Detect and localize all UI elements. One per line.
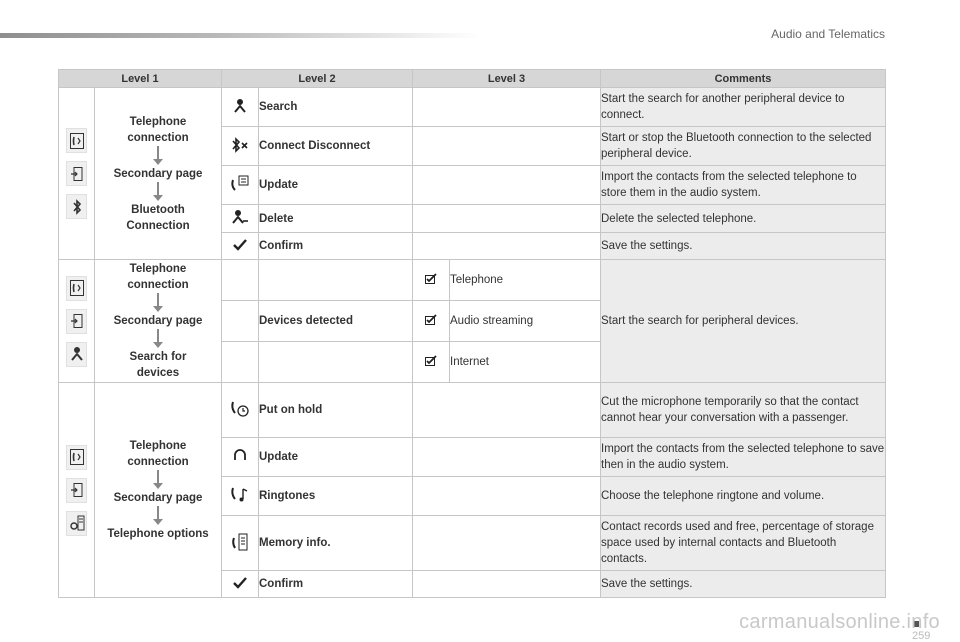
menu-table [58,69,886,598]
table-header-row [59,70,886,88]
level2-update[interactable]: Update [259,438,413,477]
level3-telephone[interactable]: Telephone [450,260,601,301]
level1-telephone-connection: Telephone connection [127,263,189,291]
flow-arrow [153,329,163,349]
comment: Cut the microphone temporarily so that the contact cannot hear your conversation with a passenger. [601,383,886,438]
refresh-icon [233,454,247,466]
comment: Start the search for another peripheral device to connect. [601,88,886,127]
level1-search-for-devices: Search for devices [129,351,187,379]
level1-bluetooth-connection: Bluetooth Connection [126,203,190,232]
flow-arrow [153,182,163,202]
comment: Choose the telephone ringtone and volume. [601,477,886,516]
comment: Delete the selected telephone. [601,205,886,233]
page-number: 259 [912,630,931,642]
checkbox-icon[interactable] [425,357,437,369]
table-row [59,88,886,127]
checkbox-icon[interactable] [425,316,437,328]
level3-audio-streaming[interactable]: Audio streaming [450,301,601,342]
level3-internet[interactable]: Internet [450,342,601,383]
memory-info-icon [231,542,249,554]
ringtone-icon [230,495,250,507]
level1-telephone-connection: Telephone connection [127,440,189,468]
level1-telephone-connection: Telephone connection [127,115,189,144]
secondary-page-icon [66,161,87,186]
level1-secondary-page: Secondary page [113,315,203,327]
level2-update[interactable]: Update [259,166,413,205]
flow-arrow [153,470,163,490]
table-row [59,260,886,301]
checkmark-icon [233,580,247,592]
comment: Save the settings. [601,233,886,260]
level2-devices-detected[interactable]: Devices detected [259,301,413,342]
checkbox-icon[interactable] [425,275,437,287]
comment: Contact records used and free, percentage of storage space used by internal contacts and Bluetooth contacts. [601,516,886,571]
bluetooth-connect-icon [231,144,249,156]
put-on-hold-icon [230,409,250,421]
level2-delete[interactable]: Delete [259,205,413,233]
header-gradient-bar [0,33,480,38]
checkmark-icon [233,242,247,254]
flow-arrow [153,293,163,313]
secondary-page-icon [66,478,87,503]
flow-arrow [153,146,163,166]
comment: Save the settings. [601,571,886,598]
col-header-comments: Comments [601,70,886,88]
comment: Start or stop the Bluetooth connection to the selected peripheral device. [601,127,886,166]
level2-search[interactable]: Search [259,88,413,127]
search-devices-icon [66,342,87,367]
flow-arrow [153,506,163,526]
level2-confirm[interactable]: Confirm [259,233,413,260]
delete-icon [231,216,249,228]
phone-menu-icon [66,276,87,301]
level1-secondary-page: Secondary page [113,167,203,180]
level2-ringtones[interactable]: Ringtones [259,477,413,516]
level1-telephone-options: Telephone options [107,528,209,540]
level2-memory-info[interactable]: Memory info. [259,516,413,571]
bluetooth-icon [66,194,87,219]
watermark: carmanualsonline.info [739,611,940,633]
secondary-page-icon [66,309,87,334]
phone-menu-icon [66,128,87,153]
level2-put-on-hold[interactable]: Put on hold [259,383,413,438]
comment: Start the search for peripheral devices. [601,260,886,383]
col-header-level1: Level 1 [59,70,222,88]
col-header-level2: Level 2 [222,70,413,88]
level1-secondary-page: Secondary page [113,492,203,504]
phone-menu-icon [66,445,87,470]
col-header-level3: Level 3 [413,70,601,88]
level2-confirm[interactable]: Confirm [259,571,413,598]
section-title: Audio and Telematics [771,27,885,41]
table-row [59,383,886,438]
contacts-update-icon [230,184,250,196]
search-icon [232,105,248,117]
level2-connect-disconnect[interactable]: Connect Disconnect [259,127,413,166]
comment: Import the contacts from the selected telephone to store them in the audio system. [601,166,886,205]
comment: Import the contacts from the selected telephone to save then in the audio system. [601,438,886,477]
telephone-options-icon [66,511,87,536]
